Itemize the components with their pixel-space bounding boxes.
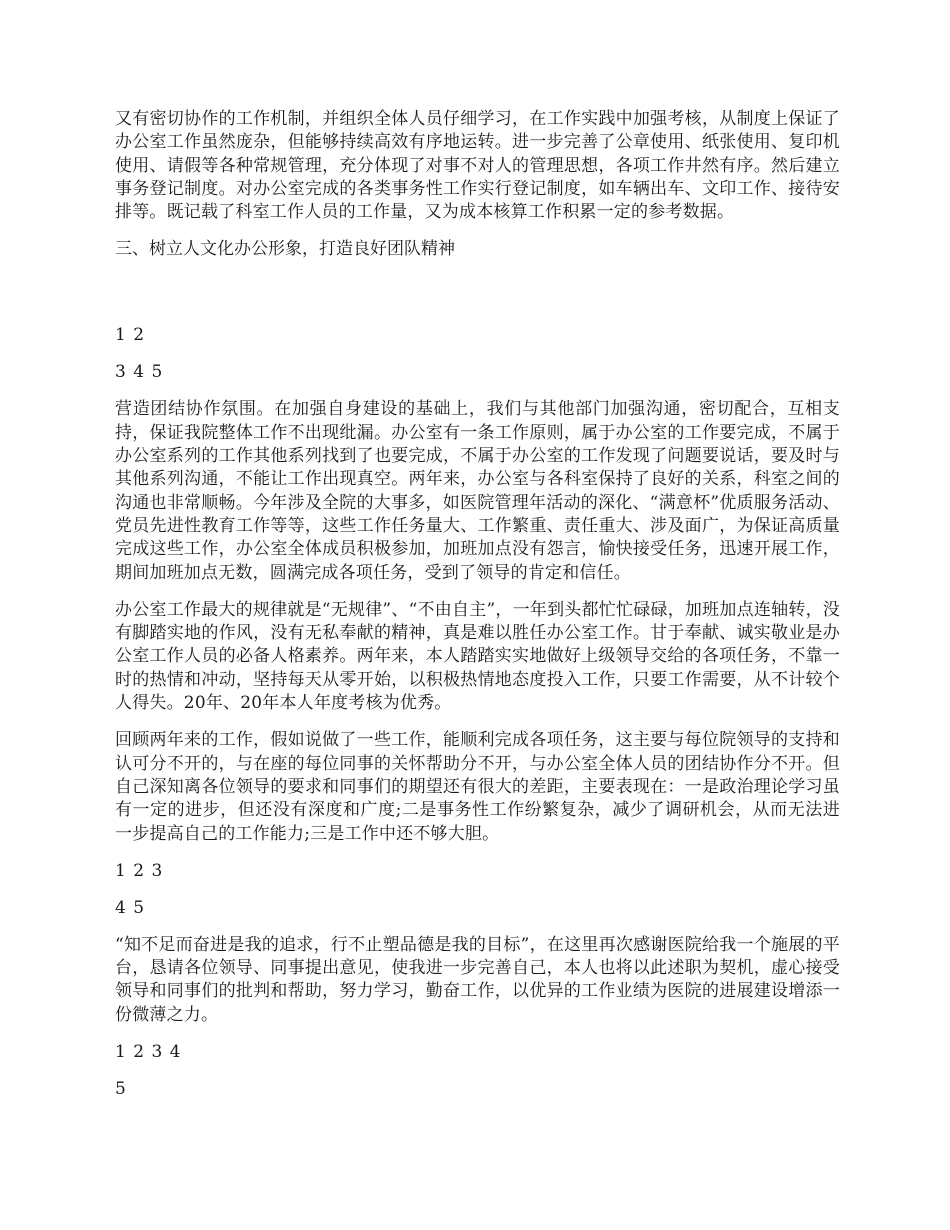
- paragraph-closing: “知不足而奋进是我的追求，行不止塑品德是我的目标”，在这里再次感谢医院给我一个施展的平台，恳请各位领导、同事提出意见，使我进一步完善自己，本人也将以此述职为契机，虚心接受领导和同事们的批判和帮助，努力学习，勤奋工作，以优异的工作业绩为医院的进展建设增添一份微薄之力。: [115, 934, 840, 1025]
- paragraph-management-system: 又有密切协作的工作机制，并组织全体人员仔细学习，在工作实践中加强考核，从制度上保证了办公室工作虽然庞杂，但能够持续高效有序地运转。进一步完善了公章使用、纸张使用、复印机使用、请假等各种常规管理，充分体现了对事不对人的管理思想，各项工作井然有序。然后建立事务登记制度。对办公室完成的各类事务性工作实行登记制度，如车辆出车、文印工作、接待安排等。既记载了科室工作人员的工作量，又为成本核算工作积累一定的参考数据。: [115, 109, 840, 223]
- section-heading-3: 三、树立人文化办公形象，打造良好团队精神: [115, 239, 455, 260]
- page-numbers-b2: 4 5: [115, 897, 146, 918]
- page-numbers-b1: 1 2 3: [115, 860, 164, 881]
- page-numbers-a1: 1 2: [115, 325, 146, 346]
- page-numbers-a2: 3 4 5: [115, 362, 164, 383]
- paragraph-review: 回顾两年来的工作，假如说做了一些工作，能顺利完成各项任务，这主要与每位院领导的支持和认可分不开的，与在座的每位同事的关怀帮助分不开，与办公室全体人员的团结协作分不开。但自己深知离各位领导的要求和同事们的期望还有很大的差距，主要表现在：一是政治理论学习虽有一定的进步，但还没有深度和广度;二是事务性工作纷繁复杂，减少了调研机会，从而无法进一步提高自己的工作能力;三是工作中还不够大胆。: [115, 730, 840, 844]
- paragraph-dedication: 办公室工作最大的规律就是“无规律”、“不由自主”，一年到头都忙忙碌碌，加班加点连轴转，没有脚踏实地的作风，没有无私奉献的精神，真是难以胜任办公室工作。甘于奉献、诚实敬业是办公室工作人员的必备人格素养。两年来，本人踏踏实实地做好上级领导交给的各项任务，不靠一时的热情和冲动，坚持每天从零开始，以积极热情地态度投入工作，只要工作需要，从不计较个人得失。20年、20年本人年度考核为优秀。: [115, 599, 840, 714]
- paragraph-teamwork: 营造团结协作氛围。在加强自身建设的基础上，我们与其他部门加强沟通，密切配合，互相支持，保证我院整体工作不出现纰漏。办公室有一条工作原则，属于办公室的工作要完成，不属于办公室系列的工作其他系列找到了也要完成，不属于办公室的工作发现了问题要说话，要及时与其他系列沟通，不能让工作出现真空。两年来，办公室与各科室保持了良好的关系，科室之间的沟通也非常顺畅。今年涉及全院的大事多，如医院管理年活动的深化、“满意杯”优质服务活动、党员先进性教育工作等等，这些工作任务量大、工作繁重、责任重大、涉及面广，为保证高质量完成这些工作，办公室全体成员积极参加，加班加点没有怨言，愉快接受任务，迅速开展工作，期间加班加点无数，圆满完成各项任务，受到了领导的肯定和信任。: [115, 399, 840, 583]
- blank-space: [115, 275, 840, 324]
- page-numbers-c1: 1 2 3 4: [115, 1042, 182, 1063]
- document-body: [115, 108, 840, 1115]
- page-numbers-c2: 5: [115, 1079, 127, 1100]
